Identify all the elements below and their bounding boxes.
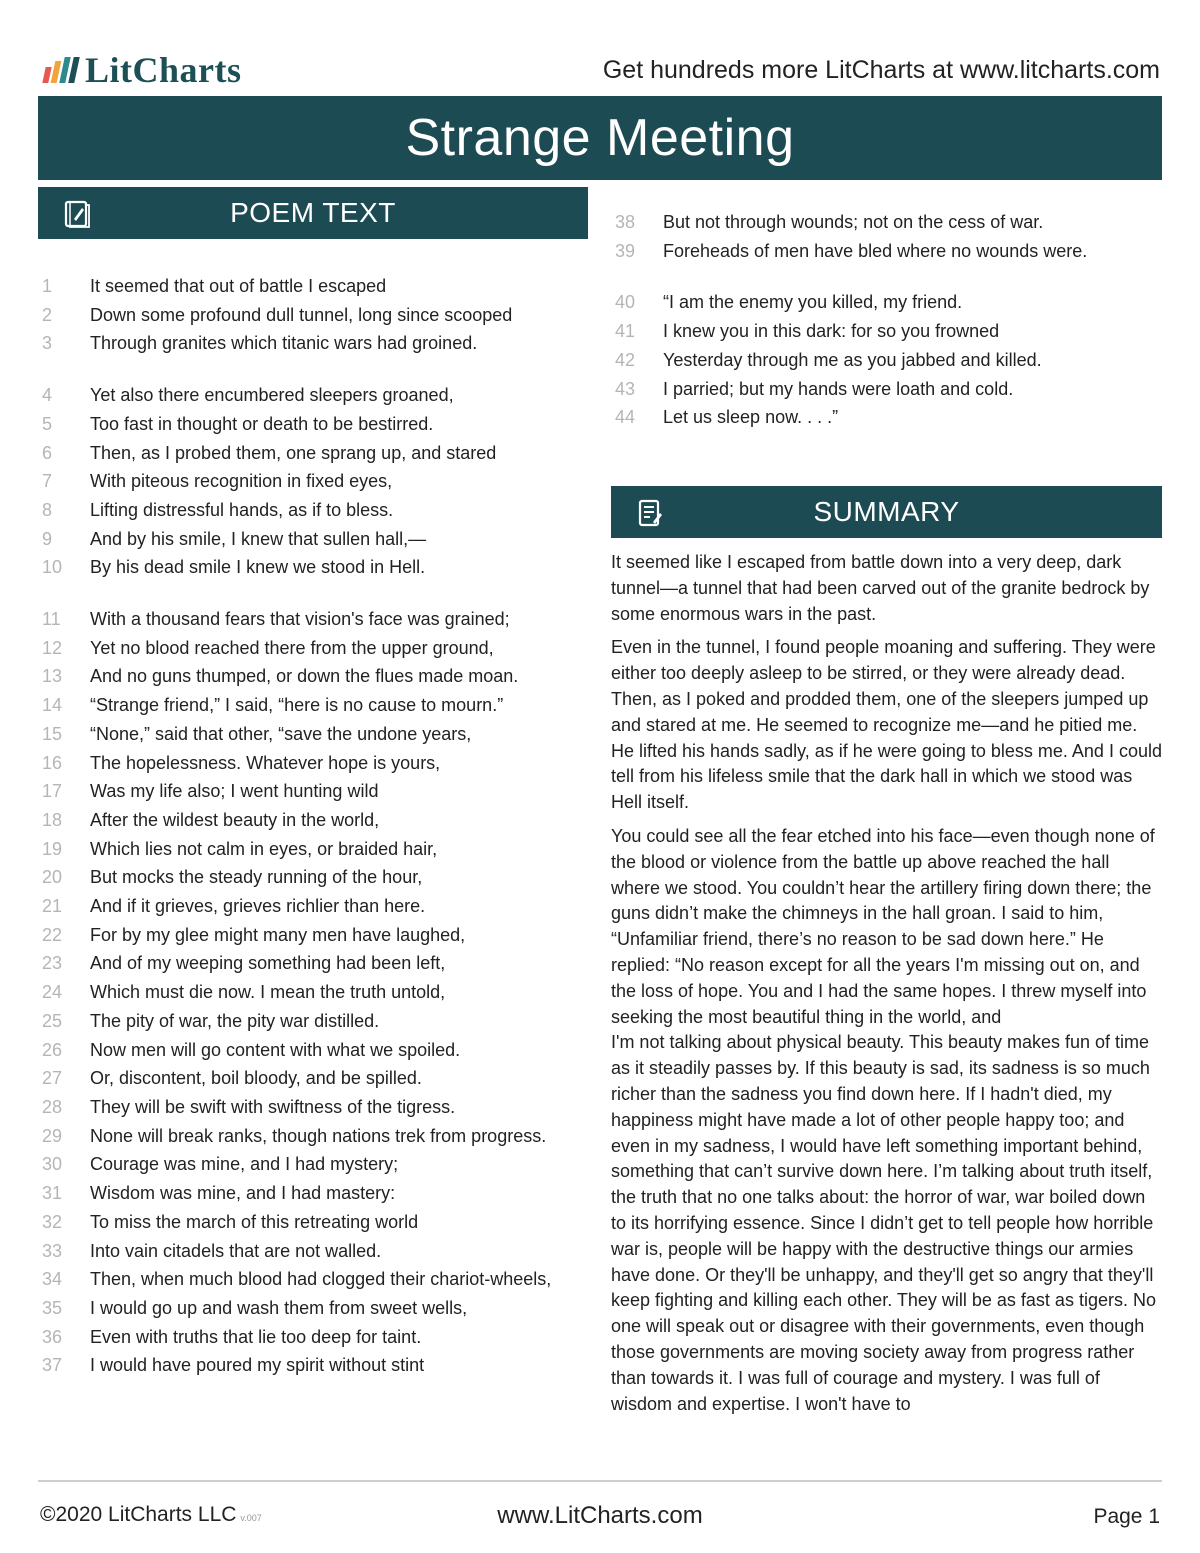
poem-line — [38, 1122, 598, 1151]
poem-line — [38, 496, 598, 525]
line-text: Then, when much blood had clogged their chariot-wheels, — [90, 1269, 552, 1290]
poem-column-right — [611, 208, 1162, 455]
poem-line — [38, 806, 598, 835]
line-number: 30 — [42, 1154, 63, 1175]
line-text: The pity of war, the pity war distilled. — [90, 1010, 380, 1031]
line-number: 14 — [42, 695, 63, 716]
line-number: 26 — [42, 1039, 63, 1060]
line-number: 32 — [42, 1211, 63, 1232]
line-text: They will be swift with swiftness of the tigress. — [90, 1096, 456, 1117]
line-text: Wisdom was mine, and I had mastery: — [90, 1183, 396, 1204]
line-text: But mocks the steady running of the hour, — [90, 867, 423, 888]
logo-wordmark: LitCharts — [85, 50, 242, 90]
line-number: 13 — [42, 666, 63, 687]
line-number: 24 — [42, 982, 63, 1003]
poem-column-left — [38, 272, 598, 1403]
poem-line — [611, 375, 1162, 404]
summary-header — [611, 486, 1162, 538]
poem-line — [611, 317, 1162, 346]
line-text: And if it grieves, grieves richlier than here. — [90, 896, 426, 917]
footer-url[interactable]: www.LitCharts.com — [497, 1502, 703, 1529]
line-number: 6 — [42, 442, 53, 463]
poem-line — [38, 749, 598, 778]
poem-line — [38, 863, 598, 892]
line-number: 7 — [42, 471, 53, 492]
line-number: 44 — [615, 407, 636, 428]
poem-line — [38, 439, 598, 468]
line-number: 12 — [42, 637, 63, 658]
line-text: After the wildest beauty in the world, — [90, 809, 380, 830]
copyright-text: ©2020 LitCharts LLC — [40, 1503, 237, 1526]
line-text: Lifting distressful hands, as if to bless. — [90, 499, 394, 520]
line-number: 16 — [42, 752, 63, 773]
line-text: With piteous recognition in fixed eyes, — [90, 471, 393, 492]
line-number: 37 — [42, 1355, 63, 1376]
line-number: 41 — [615, 321, 636, 342]
line-number: 43 — [615, 378, 636, 399]
poem-line — [38, 1323, 598, 1352]
line-number: 28 — [42, 1096, 63, 1117]
summary-body — [611, 550, 1162, 1425]
line-text: Too fast in thought or death to be bestirred. — [90, 413, 434, 434]
line-number: 39 — [615, 240, 636, 261]
poem-line — [38, 720, 598, 749]
poem-line — [611, 288, 1162, 317]
line-number: 35 — [42, 1297, 63, 1318]
poem-line — [38, 525, 598, 554]
poem-stanza — [611, 288, 1162, 432]
line-number: 18 — [42, 809, 63, 830]
line-number: 9 — [42, 528, 53, 549]
summary-paragraph: It seemed like I escaped from battle down into a very deep, dark tunnel—a tunnel that had been carved out of the granite bedrock by some enormous wars in the past. — [611, 552, 1150, 624]
summary-title: SUMMARY — [813, 496, 960, 527]
line-text: Yesterday through me as you jabbed and killed. — [663, 349, 1042, 370]
line-text: Into vain citadels that are not walled. — [90, 1240, 382, 1261]
poem-line — [38, 381, 598, 410]
line-text: “I am the enemy you killed, my friend. — [663, 292, 963, 313]
line-text: With a thousand fears that vision's face was grained; — [90, 609, 510, 630]
poem-line — [38, 1036, 598, 1065]
line-text: Through granites which titanic wars had groined. — [90, 333, 478, 354]
line-number: 11 — [42, 609, 61, 630]
poem-line — [38, 978, 598, 1007]
line-text: Even with truths that lie too deep for taint. — [90, 1326, 422, 1347]
line-number: 5 — [42, 413, 53, 434]
line-text: Now men will go content with what we spoiled. — [90, 1039, 461, 1060]
line-number: 38 — [615, 212, 636, 232]
line-text: But not through wounds; not on the cess of war. — [663, 212, 1044, 232]
poem-stanza — [38, 381, 598, 582]
poem-line — [38, 892, 598, 921]
page-number: Page 1 — [1093, 1505, 1160, 1528]
line-number: 25 — [42, 1010, 63, 1031]
line-text: To miss the march of this retreating world — [90, 1211, 419, 1232]
poem-line — [38, 921, 598, 950]
poem-line — [38, 662, 598, 691]
poem-line — [38, 634, 598, 663]
version-label: v.007 — [240, 1513, 262, 1523]
line-text: I would have poured my spirit without stint — [90, 1355, 425, 1376]
line-text: Foreheads of men have bled where no wounds were. — [663, 240, 1088, 261]
poem-line — [611, 346, 1162, 375]
line-number: 29 — [42, 1125, 63, 1146]
poem-line — [38, 605, 598, 634]
line-text: And no guns thumped, or down the flues made moan. — [90, 666, 519, 687]
line-number: 2 — [42, 304, 53, 325]
line-text: It seemed that out of battle I escaped — [90, 276, 387, 296]
line-text: Yet also there encumbered sleepers groaned, — [90, 385, 454, 406]
line-number: 17 — [42, 781, 63, 802]
summary-paragraph: You could see all the fear etched into his face—even though none of the blood or violence from the battle up above reached the hall where we stood. You couldn’t hear the artillery firing down there; the guns didn’t make the chimneys in the hall groan. I said to him, “Unfamiliar friend, there’s no reason to be sad down here.” He replied: “No reason except for all the years I'm missing out on, and the loss of hope. You and I had the same hopes. I threw myself into seeking the most beautiful thing in the world, and — [611, 825, 1155, 1027]
book-icon — [62, 199, 92, 229]
poem-line — [38, 1064, 598, 1093]
line-text: “Strange friend,” I said, “here is no cause to mourn.” — [90, 695, 504, 716]
header-tagline[interactable]: Get hundreds more LitCharts at www.litcharts.com — [602, 56, 1160, 84]
poem-line — [38, 329, 598, 358]
line-text: Let us sleep now. . . .” — [663, 407, 839, 428]
line-text: Yet no blood reached there from the upper ground, — [90, 637, 494, 658]
line-number: 36 — [42, 1326, 63, 1347]
line-number: 3 — [42, 333, 53, 354]
line-number: 21 — [42, 896, 63, 917]
line-number: 31 — [42, 1183, 63, 1204]
line-text: I would go up and wash them from sweet wells, — [90, 1297, 468, 1318]
poem-line — [38, 301, 598, 330]
poem-line — [38, 835, 598, 864]
litcharts-logo[interactable] — [44, 50, 242, 90]
poem-line — [38, 467, 598, 496]
line-number: 22 — [42, 924, 63, 945]
line-number: 10 — [42, 557, 63, 578]
poem-line — [38, 1208, 598, 1237]
line-text: Was my life also; I went hunting wild — [90, 781, 379, 802]
line-text: Then, as I probed them, one sprang up, and stared — [90, 442, 497, 463]
line-text: And by his smile, I knew that sullen hall,— — [90, 528, 427, 549]
line-text: I parried; but my hands were loath and cold. — [663, 378, 1014, 399]
poem-stanza — [38, 605, 598, 1380]
poem-line — [38, 1351, 598, 1380]
poem-line — [38, 691, 598, 720]
poem-line — [38, 553, 598, 582]
footer-divider — [38, 1480, 1162, 1482]
line-number: 23 — [42, 953, 63, 974]
poem-line — [38, 1237, 598, 1266]
poem-line — [38, 949, 598, 978]
line-number: 34 — [42, 1269, 63, 1290]
line-number: 27 — [42, 1068, 63, 1089]
poem-line — [38, 272, 598, 301]
poem-stanza — [38, 272, 598, 358]
line-text: The hopelessness. Whatever hope is yours, — [90, 752, 441, 773]
line-text: For by my glee might many men have laughed, — [90, 924, 466, 945]
line-number: 15 — [42, 723, 63, 744]
line-number: 42 — [615, 349, 636, 370]
line-number: 4 — [42, 385, 53, 406]
title-band — [38, 96, 1162, 180]
poem-line — [38, 1294, 598, 1323]
line-text: None will break ranks, though nations trek from progress. — [90, 1125, 547, 1146]
line-number: 8 — [42, 499, 53, 520]
page-title: Strange Meeting — [405, 109, 795, 167]
poem-line — [38, 1265, 598, 1294]
line-text: “None,” said that other, “save the undone years, — [90, 723, 472, 744]
line-text: Down some profound dull tunnel, long since scooped — [90, 304, 513, 325]
poem-line — [38, 777, 598, 806]
line-text: I knew you in this dark: for so you frowned — [663, 321, 1000, 342]
document-icon — [635, 498, 665, 528]
poem-line — [611, 237, 1162, 266]
poem-text-header — [38, 187, 588, 239]
summary-paragraph: Even in the tunnel, I found people moaning and suffering. They were either too deeply asleep to be stirred, or they were already dead. Then, as I poked and prodded them, one of the sleepers jumped up and stared at me. He seemed to recognize me—and he pitied me. He lifted his hands sadly, as if he were going to bless me. And I could tell from his lifeless smile that the dark hall in which we stood was Hell itself. — [611, 637, 1162, 813]
poem-line — [611, 403, 1162, 432]
logo-bars-icon — [44, 57, 77, 83]
poem-line — [38, 410, 598, 439]
poem-stanza — [611, 208, 1162, 265]
poem-line — [38, 1150, 598, 1179]
line-number: 33 — [42, 1240, 63, 1261]
poem-line — [611, 208, 1162, 237]
line-text: By his dead smile I knew we stood in Hell. — [90, 557, 426, 578]
poem-line — [38, 1179, 598, 1208]
line-text: Which must die now. I mean the truth untold, — [90, 982, 446, 1003]
poem-line — [38, 1007, 598, 1036]
poem-text-title: POEM TEXT — [230, 197, 396, 228]
line-text: Courage was mine, and I had mystery; — [90, 1154, 399, 1175]
poem-line — [38, 1093, 598, 1122]
line-number: 40 — [615, 292, 636, 313]
line-text: Or, discontent, boil bloody, and be spilled. — [90, 1068, 422, 1089]
line-number: 19 — [42, 838, 63, 859]
summary-paragraph: I'm not talking about physical beauty. This beauty makes fun of time as it steadily passes by. If this beauty is sad, its sadness is so much richer than the sadness you find down here. If I hadn't died, my happiness might have made a lot of other people happy too; and even in my sadness, I would have left something important behind, something that can’t survive down here. I’m talking about truth itself, the truth that no one talks about: the horror of war, war boiled down to its horrifying essence. Since I didn’t get to tell people how horrible war is, people will be happy with the destructive things our armies have done. Or they'll be unhappy, and they'll get so angry that they'll keep fighting and killing each other. They will be as fast as tigers. No one will speak out or disagree with their governments, even though those governments are moving society away from progress rather than towards it. I was full of courage and mystery. I was full of wisdom and expertise. I won't have to — [611, 1032, 1156, 1414]
line-number: 1 — [42, 276, 53, 296]
line-text: Which lies not calm in eyes, or braided hair, — [90, 838, 438, 859]
line-text: And of my weeping something had been left, — [90, 953, 446, 974]
line-number: 20 — [42, 867, 63, 888]
